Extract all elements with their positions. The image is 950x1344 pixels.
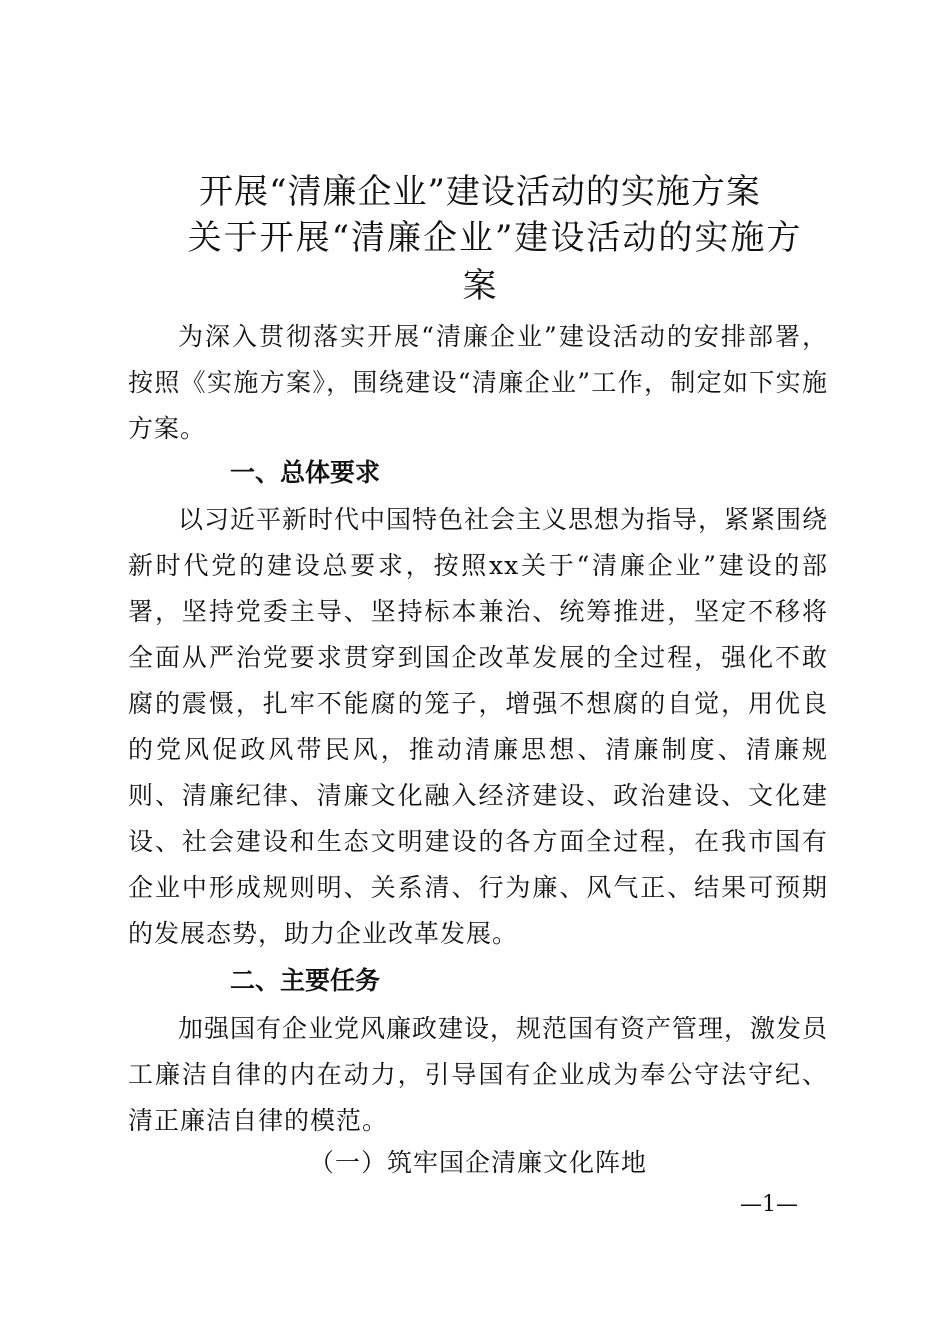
document-title-line-2: 关于开展“清廉企业”建设活动的实施方 <box>187 218 803 258</box>
section-1-heading: 一、总体要求 <box>230 458 381 487</box>
section-2-heading: 二、主要任务 <box>230 966 381 995</box>
intro-paragraph: 为深入贯彻落实开展“清廉企业”建设活动的安排部署，按照《实施方案》，围绕建设“清廉企业”工作，制定如下实施方案。 <box>128 322 828 443</box>
section-2-paragraph: 加强国有企业党风廉政建设，规范国有资产管理，激发员工廉洁自律的内在动力，引导国有企业成为奉公守法守纪、清正廉洁自律的模范。 <box>128 1014 829 1135</box>
document-title-line-1: 开展“清廉企业”建设活动的实施方案 <box>199 172 761 212</box>
document-title-line-3: 案 <box>462 266 498 306</box>
subsection-1-heading: （一）筑牢国企清廉文化阵地 <box>308 1148 647 1177</box>
page-number: —1— <box>740 1192 798 1217</box>
section-1-paragraph: 以习近平新时代中国特色社会主义思想为指导，紧紧围绕新时代党的建设总要求，按照xx关于“清廉企业”建设的部署，坚持党委主导、坚持标本兼治、统筹推进，坚定不移将全面从严治党要求贯穿到国企改革发展的全过程，强化不敢腐的震慑，扎牢不能腐的笼子，增强不想腐的自觉，用优良的党风促政风带民风，推动清廉思想、清廉制度、清廉规则、清廉纪律、清廉文化融入经济建设、政治建设、文化建设、社会建设和生态文明建设的各方面全过程，在我市国有企业中形成规则明、关系清、行为廉、风气正、结果可预期的发展态势，助力企业改革发展。 <box>128 505 829 948</box>
